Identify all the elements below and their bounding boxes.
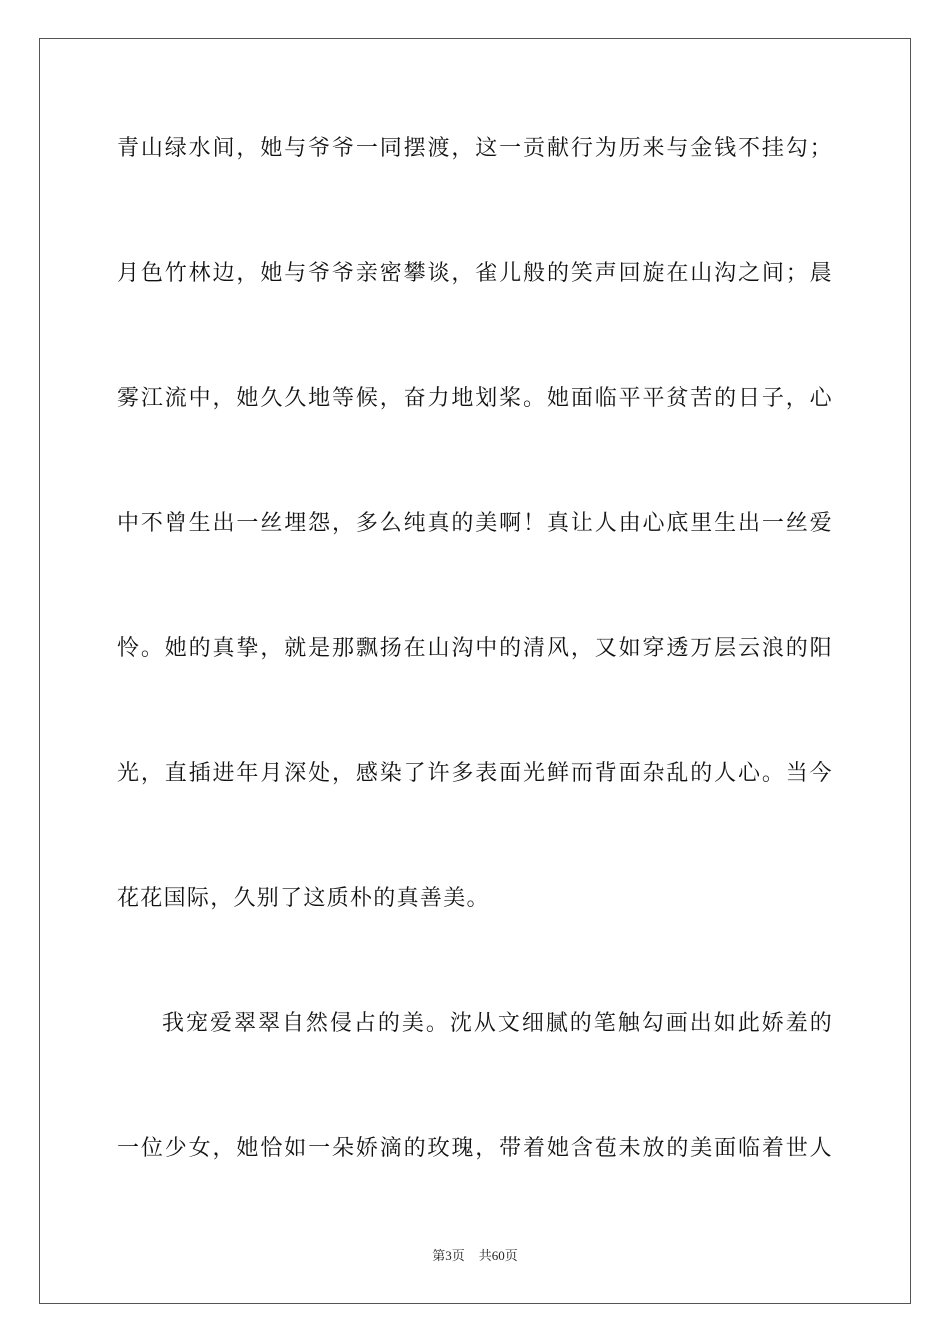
body-text-line-4: 中不曾生出一丝埋怨，多么纯真的美啊！真让人由心底里生出一丝爱	[117, 511, 833, 536]
body-text-line-6: 光，直插进年月深处，感染了许多表面光鲜而背面杂乱的人心。当今	[117, 761, 833, 786]
page-footer	[0, 1247, 950, 1265]
body-text-line-1: 青山绿水间，她与爷爷一同摆渡，这一贡献行为历来与金钱不挂勾；	[117, 136, 833, 161]
body-text-line-3: 雾江流中，她久久地等候，奋力地划桨。她面临平平贫苦的日子，心	[117, 386, 833, 411]
page-border	[39, 38, 911, 1304]
body-text-line-2: 月色竹林边，她与爷爷亲密攀谈，雀儿般的笑声回旋在山沟之间；晨	[117, 261, 833, 286]
body-text-line-8: 我宠爱翠翠自然侵占的美。沈从文细腻的笔触勾画出如此娇羞的	[162, 1011, 833, 1036]
page-total: 共60页	[478, 1248, 518, 1263]
body-text-line-7: 花花国际，久别了这质朴的真善美。	[117, 886, 490, 911]
body-text-line-5: 怜。她的真挚，就是那飘扬在山沟中的清风，又如穿透万层云浪的阳	[117, 636, 833, 661]
body-text-line-9: 一位少女，她恰如一朵娇滴的玫瑰，带着她含苞未放的美面临着世人	[117, 1136, 833, 1161]
page-number: 第3页	[432, 1248, 465, 1263]
